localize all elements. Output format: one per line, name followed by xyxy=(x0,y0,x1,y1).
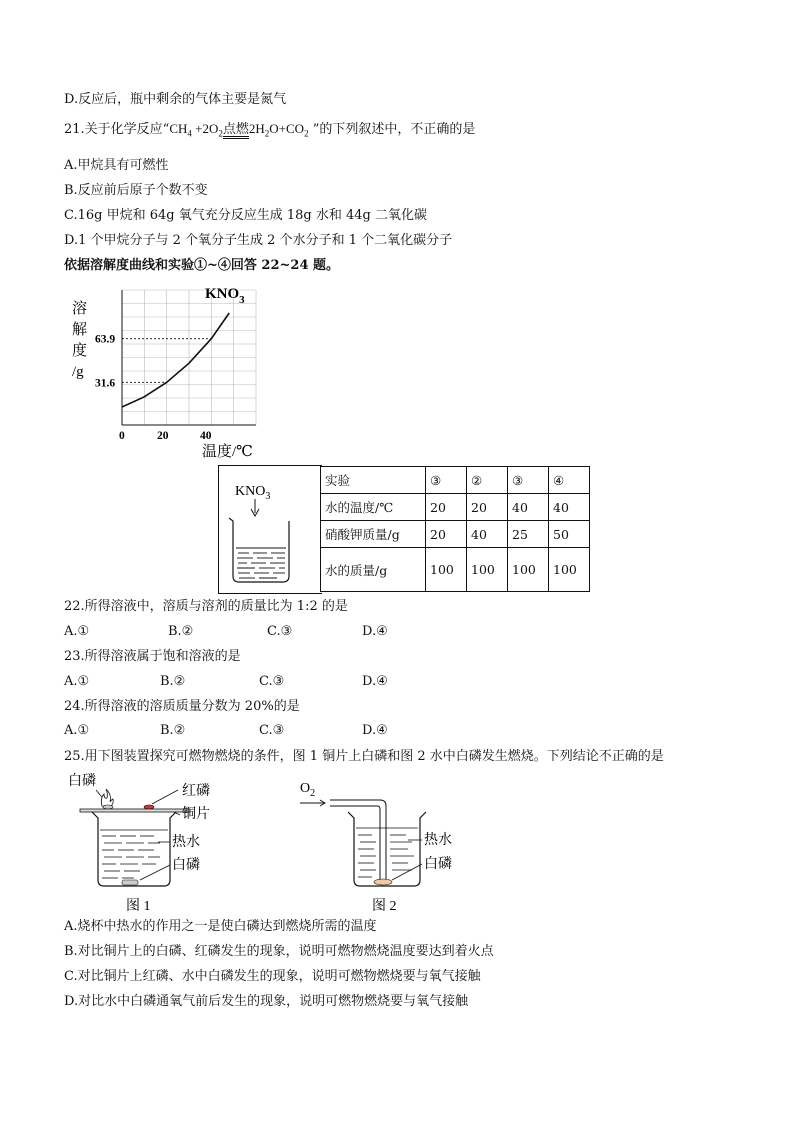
flame-icon xyxy=(101,789,113,807)
table-header-cell: 实验 xyxy=(321,467,426,494)
x-tick-40: 40 xyxy=(200,430,212,442)
q25-option-b: B.对比铜片上的白磷、红磷发生的现象，说明可燃物燃烧温度要达到着火点 xyxy=(64,944,494,959)
eq-sub-2b: 2 xyxy=(264,128,270,139)
y-mark-63-9: 63.9 xyxy=(95,333,116,346)
q25-option-d: D.对比水中白磷通氧气前后发生的现象，说明可燃物燃烧要与氧气接触 xyxy=(64,994,469,1009)
ylabel-char-1: 溶 xyxy=(72,301,88,317)
table-cell: 40 xyxy=(467,521,508,548)
q23-option-b: B.② xyxy=(160,674,186,689)
eq-sub-2a: 2 xyxy=(218,128,223,139)
table-cell: 硝酸钾质量/g xyxy=(321,521,426,548)
eq-sub-4: 4 xyxy=(187,128,192,139)
q20-option-d: D.反应后，瓶中剩余的气体主要是氮气 xyxy=(64,92,287,107)
table-cell: 水的温度/℃ xyxy=(321,494,426,521)
fig1-label-hot-water: 热水 xyxy=(172,835,200,850)
ylabel-char-2: 解 xyxy=(72,322,88,338)
table-header-cell: ③ xyxy=(508,467,549,494)
table-row xyxy=(321,521,590,548)
q22-option-b: B.② xyxy=(168,624,194,639)
beaker-liquid xyxy=(236,548,286,578)
q24-option-c: C.③ xyxy=(259,723,285,738)
fig1-label-white-phosphorus: 白磷 xyxy=(68,774,96,789)
table-cell: 100 xyxy=(467,548,508,592)
q25-stem: 25.用下图装置探究可燃物燃烧的条件，图 1 铜片上白磷和图 2 水中白磷发生燃烧。下列结论不正确的是 xyxy=(64,749,664,764)
table-header-row xyxy=(321,467,590,494)
q21-option-a: A.甲烷具有可燃性 xyxy=(64,158,169,173)
q23-option-d: D.④ xyxy=(362,674,388,689)
q23-option-c: C.③ xyxy=(259,674,285,689)
y-mark-31-6: 31.6 xyxy=(95,377,116,390)
table-cell: 20 xyxy=(426,494,467,521)
x-tick-20: 20 xyxy=(157,430,169,442)
table-cell: 40 xyxy=(549,494,590,521)
q22-option-a: A.① xyxy=(64,624,90,639)
fig1-label-white-phosphorus-2: 白磷 xyxy=(172,858,200,873)
solubility-chart xyxy=(60,280,280,465)
q21-stem xyxy=(64,120,475,143)
q21-option-b: B.反应前后原子个数不变 xyxy=(64,183,208,198)
eq-condition: 点燃 xyxy=(223,121,249,139)
chart-grid xyxy=(122,290,256,425)
table-header-cell: ④ xyxy=(549,467,590,494)
q22-stem: 22.所得溶液中，溶质与溶剂的质量比为 1:2 的是 xyxy=(64,599,348,614)
section-header: 依据溶解度曲线和实验①~④回答 22~24 题。 xyxy=(64,258,340,273)
table-cell: 40 xyxy=(508,494,549,521)
x-tick-0: 0 xyxy=(119,430,125,442)
q22-option-d: D.④ xyxy=(362,624,388,639)
eq-h: 2H xyxy=(248,121,265,136)
table-cell: 50 xyxy=(549,521,590,548)
table-cell: 25 xyxy=(508,521,549,548)
experiment-table xyxy=(320,466,590,592)
fig1-pointer-2 xyxy=(152,790,178,804)
fig2-label-hot-water: 热水 xyxy=(424,833,452,848)
fig2-tube-outer xyxy=(330,800,386,880)
table-header-cell: ③ xyxy=(426,467,467,494)
fig1-label-red-phosphorus: 红磷 xyxy=(182,784,210,799)
fig1-pointer-5 xyxy=(140,865,170,880)
eq-ch: CH xyxy=(169,121,188,136)
eq-o2: +2O xyxy=(191,121,219,136)
chart-title-sub: 3 xyxy=(239,294,245,306)
beaker-box xyxy=(218,465,322,594)
table-header-cell: ② xyxy=(467,467,508,494)
fig1-label-copper: 铜片 xyxy=(182,807,210,822)
q24-option-d: D.④ xyxy=(362,723,388,738)
red-phosphorus-on-plate xyxy=(144,805,154,809)
fig2-tube-inner xyxy=(330,806,380,880)
table-cell: 水的质量/g xyxy=(321,548,426,592)
table-row xyxy=(321,494,590,521)
fig2-o2-label xyxy=(300,781,315,799)
q21-equation xyxy=(169,121,309,139)
fig2-caption: 图 2 xyxy=(372,899,397,914)
q24-option-a: A.① xyxy=(64,723,90,738)
table-cell: 20 xyxy=(467,494,508,521)
figure-1 xyxy=(64,768,244,916)
fig2-o2-sub: 2 xyxy=(310,788,316,799)
eq-o: O+CO xyxy=(269,121,305,136)
q25-option-a: A.烧杯中热水的作用之一是使白磷达到燃烧所需的温度 xyxy=(64,919,377,934)
beaker-kno3-main: KNO xyxy=(235,484,266,499)
q21-stem-suffix: ”的下列叙述中，不正确的是 xyxy=(308,122,476,137)
table-cell: 100 xyxy=(549,548,590,592)
chart-title xyxy=(205,286,245,306)
table-cell: 20 xyxy=(426,521,467,548)
fig1-beaker xyxy=(92,812,176,886)
x-axis-label: 温度/℃ xyxy=(202,444,253,460)
beaker-outline xyxy=(229,518,289,582)
fig2-white-phosphorus xyxy=(374,879,392,885)
beaker-kno3-sub: 3 xyxy=(265,491,271,502)
fig2-label-white-phosphorus: 白磷 xyxy=(424,857,452,872)
beaker-kno3-label xyxy=(235,484,270,502)
ylabel-char-3: 度 xyxy=(72,343,88,359)
q21-stem-prefix: 21.关于化学反应“ xyxy=(64,122,170,137)
q22-option-c: C.③ xyxy=(267,624,293,639)
q21-option-d: D.1 个甲烷分子与 2 个氧分子生成 2 个水分子和 1 个二氧化碳分子 xyxy=(64,233,453,248)
q24-option-b: B.② xyxy=(160,723,186,738)
fig2-o2-main: O xyxy=(300,781,311,796)
fig2-pointer-2 xyxy=(392,864,422,880)
fig2-water xyxy=(356,828,418,877)
figure-2 xyxy=(298,774,478,916)
ylabel-char-4: /g xyxy=(72,364,84,380)
table-row xyxy=(321,548,590,592)
q21-option-c: C.16g 甲烷和 64g 氧气充分反应生成 18g 水和 44g 二氧化碳 xyxy=(64,208,427,223)
beaker-diagram xyxy=(219,466,322,593)
copper-plate xyxy=(80,809,190,812)
white-phosphorus-in-water xyxy=(122,880,138,885)
fig1-caption: 图 1 xyxy=(126,899,151,914)
chart-title-main: KNO xyxy=(205,286,240,302)
q25-option-c: C.对比铜片上红磷、水中白磷发生的现象，说明可燃物燃烧要与氧气接触 xyxy=(64,969,481,984)
table-cell: 100 xyxy=(426,548,467,592)
white-phosphorus-on-plate xyxy=(103,805,113,809)
q23-stem: 23.所得溶液属于饱和溶液的是 xyxy=(64,649,241,664)
q24-stem: 24.所得溶液的溶质质量分数为 20%的是 xyxy=(64,699,300,714)
kno3-solubility-curve xyxy=(122,313,229,407)
eq-sub-2c: 2 xyxy=(304,128,309,139)
q23-option-a: A.① xyxy=(64,674,90,689)
table-cell: 100 xyxy=(508,548,549,592)
